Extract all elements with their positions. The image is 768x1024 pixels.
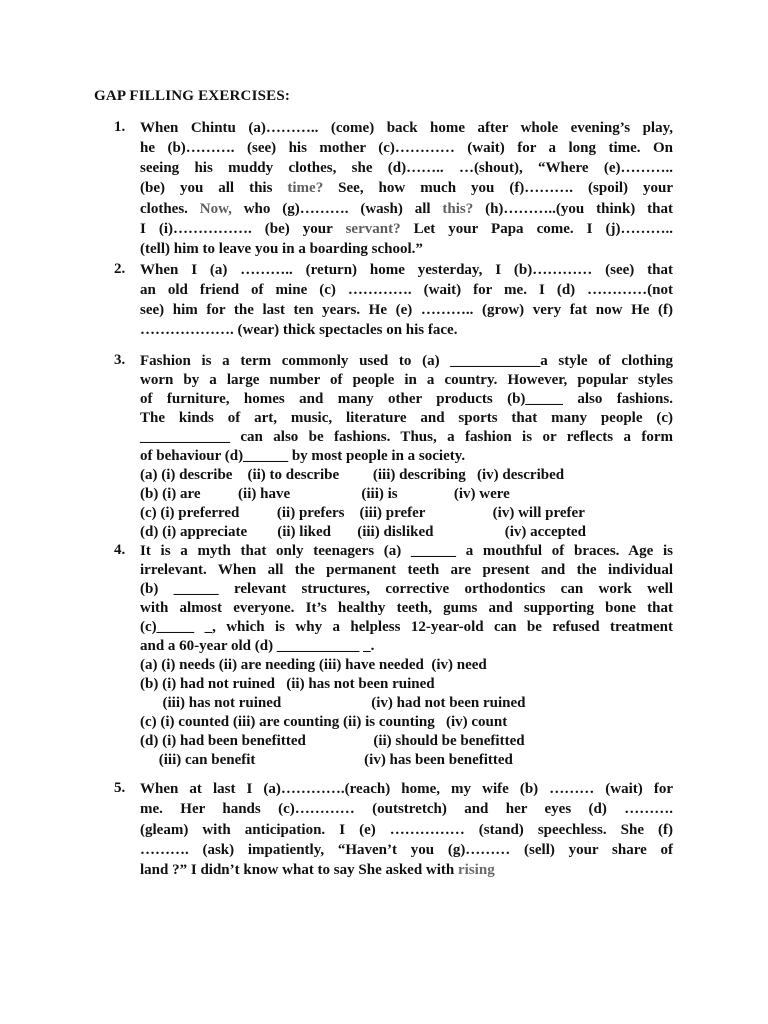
q5-line-1: When at last I (a)………….(reach) home, my wife (b) ……… (wait) for	[140, 781, 673, 797]
q1-line-5-part-c: who (g)………. (wash) all	[231, 201, 443, 217]
q3-option-d: (d) (i) appreciate (ii) liked (iii) disliked (iv) accepted	[140, 524, 586, 540]
q1-line-5	[140, 200, 673, 219]
q4-option-c: (c) (i) counted (iii) are counting (ii) is counting (iv) count	[140, 714, 508, 730]
q1-line-6-part-a: I (i)……………. (be) your	[140, 221, 346, 237]
q5-line-4: ………. (ask) impatiently, “Haven’t you (g)……… (sell) your share of	[140, 842, 673, 858]
q4-option-d-2: (iii) can benefit (iv) has been benefitted	[140, 752, 513, 768]
q1-line-4-part-c: See, how much you (f)………. (spoil) your	[323, 180, 673, 196]
q4-line-4: with almost everyone. It’s healthy teeth, gums and supporting bone that	[140, 600, 673, 616]
q3-option-c: (c) (i) preferred (ii) prefers (iii) prefer (iv) will prefer	[140, 505, 585, 521]
q3-line-1: Fashion is a term commonly used to (a) ____________a style of clothing	[140, 353, 673, 369]
q5-highlight-rising: rising	[458, 862, 495, 878]
q4-option-d-1: (d) (i) had been benefitted (ii) should be benefitted	[140, 733, 525, 749]
q4-option-b-2: (iii) has not ruined (iv) had not been ruined	[140, 695, 526, 711]
q1-highlight-time: time?	[287, 180, 324, 196]
q4-option-b-1: (b) (i) had not ruined (ii) has not been ruined	[140, 676, 435, 692]
q3-line-3: of furniture, homes and many other products (b)_____ also fashions.	[140, 391, 673, 407]
q5-line-2: me. Her hands (c)………… (outstretch) and her eyes (d) ……….	[140, 801, 673, 817]
q1-line-4	[140, 179, 673, 198]
q1-line-6-part-c: Let your Papa come. I (j)………..	[400, 221, 674, 237]
q1-line-2: he (b)………. (see) his mother (c)………… (wait) for a long time. On	[140, 140, 673, 156]
q1-line-5-part-a: clothes.	[140, 201, 200, 217]
q3-line-2: worn by a large number of people in a country. However, popular styles	[140, 372, 673, 388]
question-number-1: 1.	[114, 119, 126, 135]
q2-line-1: When I (a) ……….. (return) home yesterday, I (b)………… (see) that	[140, 262, 673, 278]
q2-line-2: an old friend of mine (c) …………. (wait) for me. I (d) …………(not	[140, 282, 673, 298]
page-title: GAP FILLING EXERCISES:	[94, 88, 291, 104]
q1-line-5-part-e: (h)………..(you think) that	[473, 201, 673, 217]
q5-line-5	[140, 861, 495, 880]
q1-highlight-this: this?	[442, 201, 474, 217]
question-number-3: 3.	[114, 352, 126, 368]
question-number-5: 5.	[114, 780, 126, 796]
q2-line-3: see) him for the last ten years. He (e) ……….. (grow) very fat now He (f)	[140, 302, 673, 318]
q3-line-5: ____________ can also be fashions. Thus, a fashion is or reflects a form	[140, 429, 673, 445]
q4-line-1: It is a myth that only teenagers (a) ______ a mouthful of braces. Age is	[140, 543, 673, 559]
q4-option-a: (a) (i) needs (ii) are needing (iii) have needed (iv) need	[140, 657, 487, 673]
q3-option-b: (b) (i) are (ii) have (iii) is (iv) were	[140, 486, 510, 502]
q1-line-1: When Chintu (a)……….. (come) back home after whole evening’s play,	[140, 120, 673, 136]
q1-highlight-now: Now,	[199, 201, 232, 217]
q1-highlight-servant: servant?	[345, 221, 401, 237]
q5-line-3: (gleam) with anticipation. I (e) …………… (stand) speechless. She (f)	[140, 822, 673, 838]
q2-line-4: ………………. (wear) thick spectacles on his face.	[140, 322, 458, 338]
q3-option-a: (a) (i) describe (ii) to describe (iii) describing (iv) described	[140, 467, 565, 483]
q4-line-6: and a 60-year old (d) ___________ _.	[140, 638, 375, 654]
q1-line-3: seeing his muddy clothes, she (d)…….. …(shout), “Where (e)………..	[140, 160, 673, 176]
q4-line-2: irrelevant. When all the permanent teeth are present and the individual	[140, 562, 673, 578]
q1-line-6	[140, 220, 673, 239]
question-number-2: 2.	[114, 261, 126, 277]
q1-line-7: (tell) him to leave you in a boarding school.”	[140, 241, 423, 257]
q5-line-5-part-a: land ?” I didn’t know what to say She asked with	[140, 862, 459, 878]
q1-line-4-part-a: (be) you all this	[140, 180, 288, 196]
question-number-4: 4.	[114, 542, 126, 558]
q3-line-4: The kinds of art, music, literature and sports that many people (c)	[140, 410, 673, 426]
q3-line-6: of behaviour (d)______ by most people in a society.	[140, 448, 466, 464]
q4-line-3: (b) ______ relevant structures, corrective orthodontics can work well	[140, 581, 673, 597]
q4-line-5: (c)_____ _, which is why a helpless 12-year-old can be refused treatment	[140, 619, 673, 635]
